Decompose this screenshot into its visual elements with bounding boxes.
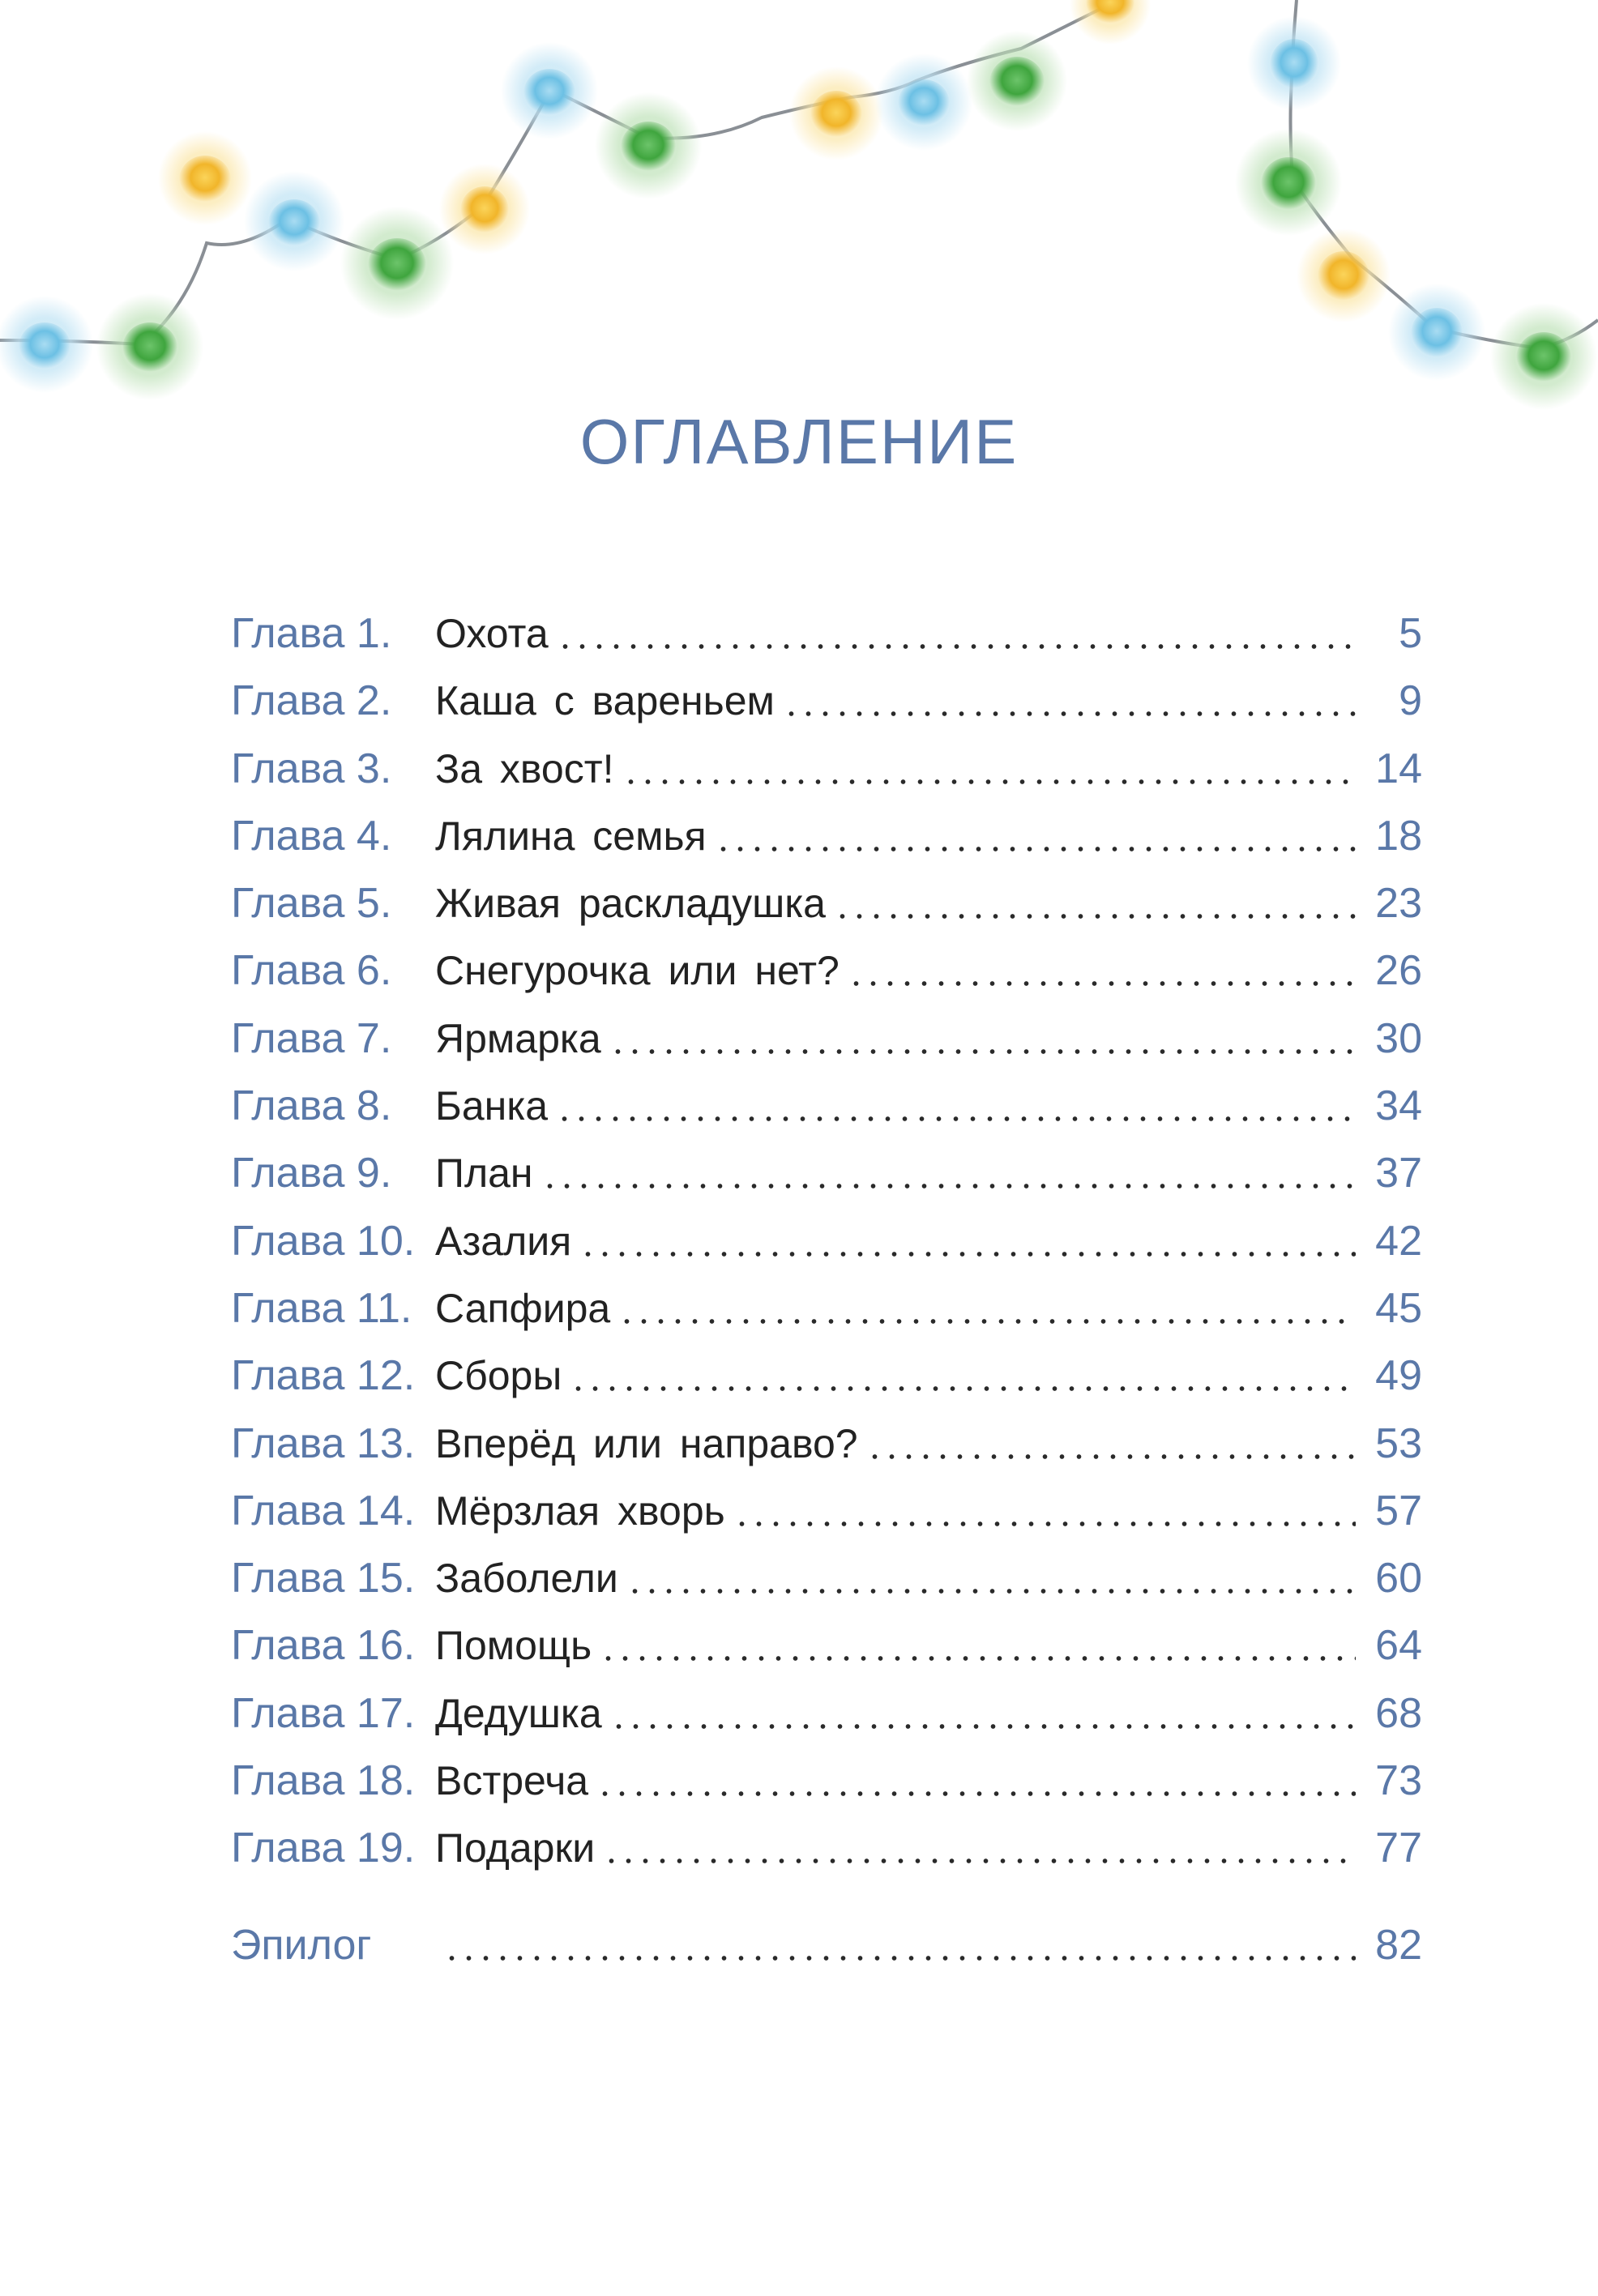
- chapter-number: Глава 4.: [231, 812, 392, 860]
- toc-entry: [435, 676, 1422, 733]
- toc-entry: [435, 1217, 1422, 1274]
- bulb-green-1: [96, 293, 203, 400]
- dot-leader: [556, 1114, 1356, 1124]
- toc-entry: [435, 745, 1422, 801]
- dot-leader: [610, 1722, 1356, 1731]
- bulb-yellow-3: [789, 66, 883, 160]
- chapter-title: Сборы: [435, 1353, 562, 1399]
- toc-entry: [435, 1082, 1422, 1138]
- bulb-yellow-2: [439, 164, 530, 254]
- page-number: 37: [1375, 1150, 1422, 1197]
- toc-row[interactable]: [231, 606, 1422, 673]
- page-title: ОГЛАВЛЕНИЕ: [579, 406, 1019, 477]
- dot-leader: [603, 1856, 1356, 1866]
- dot-leader: [596, 1789, 1356, 1799]
- toc-row[interactable]: [231, 1618, 1422, 1685]
- toc-row[interactable]: [231, 1348, 1422, 1415]
- page-number: 64: [1375, 1622, 1422, 1670]
- page-number: 9: [1399, 677, 1422, 725]
- page-number: 26: [1375, 947, 1422, 995]
- toc-entry: [435, 812, 1422, 868]
- toc-row[interactable]: [231, 1078, 1422, 1146]
- dot-leader: [622, 777, 1357, 787]
- bulb-green-2: [340, 207, 454, 320]
- chapter-title: Дедушка: [435, 1690, 602, 1736]
- page-number: 34: [1375, 1082, 1422, 1130]
- dot-leader: [541, 1181, 1356, 1191]
- toc-row[interactable]: [231, 1281, 1422, 1348]
- toc-entry: [435, 1621, 1422, 1678]
- toc-entry: [435, 1351, 1422, 1408]
- toc-row[interactable]: [231, 943, 1422, 1010]
- chapter-title: Вперёд или направо?: [435, 1420, 858, 1466]
- chapter-title: Каша с вареньем: [435, 678, 775, 724]
- chapter-title: Банка: [435, 1083, 549, 1129]
- chapter-title: Помощь: [435, 1623, 592, 1669]
- bulb-blue-6: [1388, 284, 1485, 381]
- chapter-title: Снегурочка или нет?: [435, 948, 840, 994]
- chapter-title: План: [435, 1150, 533, 1197]
- chapter-title: Подарки: [435, 1825, 596, 1871]
- dot-leader: [579, 1249, 1356, 1259]
- toc-row[interactable]: [231, 1146, 1422, 1213]
- chapter-number: Глава 8.: [231, 1082, 392, 1130]
- toc-row[interactable]: [231, 1011, 1422, 1078]
- toc-row[interactable]: [231, 876, 1422, 943]
- dot-leader: [783, 709, 1356, 719]
- chapter-number: Глава 3.: [231, 745, 392, 792]
- page-number: 14: [1375, 745, 1422, 792]
- dot-leader: [733, 1519, 1356, 1529]
- page-number: 5: [1399, 610, 1422, 657]
- dot-leader: [618, 1317, 1356, 1326]
- chapter-title: Охота: [435, 611, 549, 656]
- chapter-number: Глава 5.: [231, 880, 392, 928]
- page-number: 45: [1375, 1284, 1422, 1332]
- page-number: 30: [1375, 1014, 1422, 1062]
- toc-entry: [435, 1419, 1422, 1476]
- chapter-number: Глава 2.: [231, 677, 392, 725]
- toc-row[interactable]: [231, 1551, 1422, 1618]
- chapter-number: Глава 13.: [231, 1419, 416, 1467]
- toc-epilogue-row[interactable]: [231, 1918, 1422, 1985]
- chapter-number: Глава 6.: [231, 947, 392, 995]
- chapter-title: Ярмарка: [435, 1015, 601, 1061]
- toc-entry: [435, 946, 1422, 1003]
- chapter-title: За хвост!: [435, 745, 614, 792]
- garland-illustration: [0, 0, 1598, 437]
- bulb-blue-4: [875, 53, 972, 151]
- chapter-number: Глава 9.: [231, 1150, 392, 1197]
- chapter-number: Глава 10.: [231, 1217, 416, 1265]
- chapter-title: Мёрзлая хворь: [435, 1487, 725, 1534]
- toc-row[interactable]: [231, 1483, 1422, 1551]
- bulb-green-3: [595, 92, 702, 199]
- chapter-number: Глава 15.: [231, 1555, 416, 1603]
- chapter-number: Глава 1.: [231, 610, 392, 657]
- table-of-contents: [231, 606, 1422, 1985]
- toc-entry: [443, 1921, 1422, 1978]
- chapter-title: Сапфира: [435, 1285, 611, 1331]
- chapter-number: Глава 19.: [231, 1824, 416, 1872]
- dot-leader: [570, 1384, 1356, 1393]
- bulb-green-4: [967, 31, 1067, 131]
- toc-entry: [435, 1284, 1422, 1341]
- bulb-blue-3: [501, 42, 598, 139]
- chapter-title: Азалия: [435, 1218, 572, 1264]
- chapter-title: Заболели: [435, 1556, 618, 1602]
- toc-row[interactable]: [231, 741, 1422, 809]
- page-number: 77: [1375, 1824, 1422, 1872]
- chapter-number: Глава 16.: [231, 1622, 416, 1670]
- toc-row[interactable]: [231, 1214, 1422, 1281]
- dot-leader: [557, 642, 1356, 651]
- dot-leader: [715, 844, 1356, 854]
- toc-entry: [435, 1487, 1422, 1543]
- chapter-title: Лялина семья: [435, 813, 707, 859]
- toc-entry: [435, 1756, 1422, 1813]
- bulb-green-6: [1490, 303, 1597, 410]
- toc-row[interactable]: [231, 1686, 1422, 1753]
- bulb-green-5: [1235, 129, 1342, 236]
- toc-row[interactable]: [231, 1416, 1422, 1483]
- toc-entry: [435, 1689, 1422, 1746]
- page-number: 42: [1375, 1217, 1422, 1265]
- toc-entry: [435, 1554, 1422, 1611]
- chapter-number: Глава 11.: [231, 1284, 412, 1332]
- bulb-blue-5: [1247, 16, 1341, 110]
- bulb-yellow-4: [1070, 0, 1151, 45]
- dot-leader: [600, 1654, 1356, 1663]
- toc-row[interactable]: [231, 673, 1422, 740]
- chapter-number: Глава 17.: [231, 1689, 416, 1737]
- toc-row[interactable]: [231, 809, 1422, 876]
- toc-entry: [435, 1014, 1422, 1071]
- toc-row[interactable]: [231, 1753, 1422, 1820]
- chapter-number: Эпилог: [231, 1921, 372, 1969]
- page-number: 49: [1375, 1352, 1422, 1400]
- toc-entry: [435, 1149, 1422, 1206]
- page-number: 68: [1375, 1689, 1422, 1737]
- dot-leader: [443, 1953, 1356, 1963]
- page-number: 60: [1375, 1555, 1422, 1603]
- dot-leader: [848, 979, 1356, 988]
- dot-leader: [866, 1452, 1356, 1462]
- bulb-blue-2: [244, 171, 344, 271]
- toc-entry: [435, 879, 1422, 936]
- page-number: 57: [1375, 1487, 1422, 1534]
- bulb-yellow-5: [1297, 228, 1391, 322]
- chapter-title: Живая раскладушка: [435, 881, 826, 927]
- dot-leader: [626, 1586, 1356, 1596]
- page-number: 53: [1375, 1419, 1422, 1467]
- chapter-number: Глава 18.: [231, 1757, 416, 1805]
- page-number: 82: [1375, 1921, 1422, 1969]
- bulb-yellow-1: [158, 131, 252, 225]
- toc-row[interactable]: [231, 1820, 1422, 1888]
- dot-leader: [609, 1047, 1356, 1056]
- bulb-blue-1: [0, 296, 93, 393]
- chapter-number: Глава 14.: [231, 1487, 416, 1534]
- chapter-number: Глава 12.: [231, 1352, 416, 1400]
- page-number: 73: [1375, 1757, 1422, 1805]
- page-number: 18: [1375, 812, 1422, 860]
- dot-leader: [834, 911, 1356, 921]
- chapter-title: Встреча: [435, 1758, 589, 1804]
- toc-entry: [435, 1824, 1422, 1880]
- toc-entry: [435, 609, 1422, 666]
- chapter-number: Глава 7.: [231, 1014, 392, 1062]
- page-number: 23: [1375, 880, 1422, 928]
